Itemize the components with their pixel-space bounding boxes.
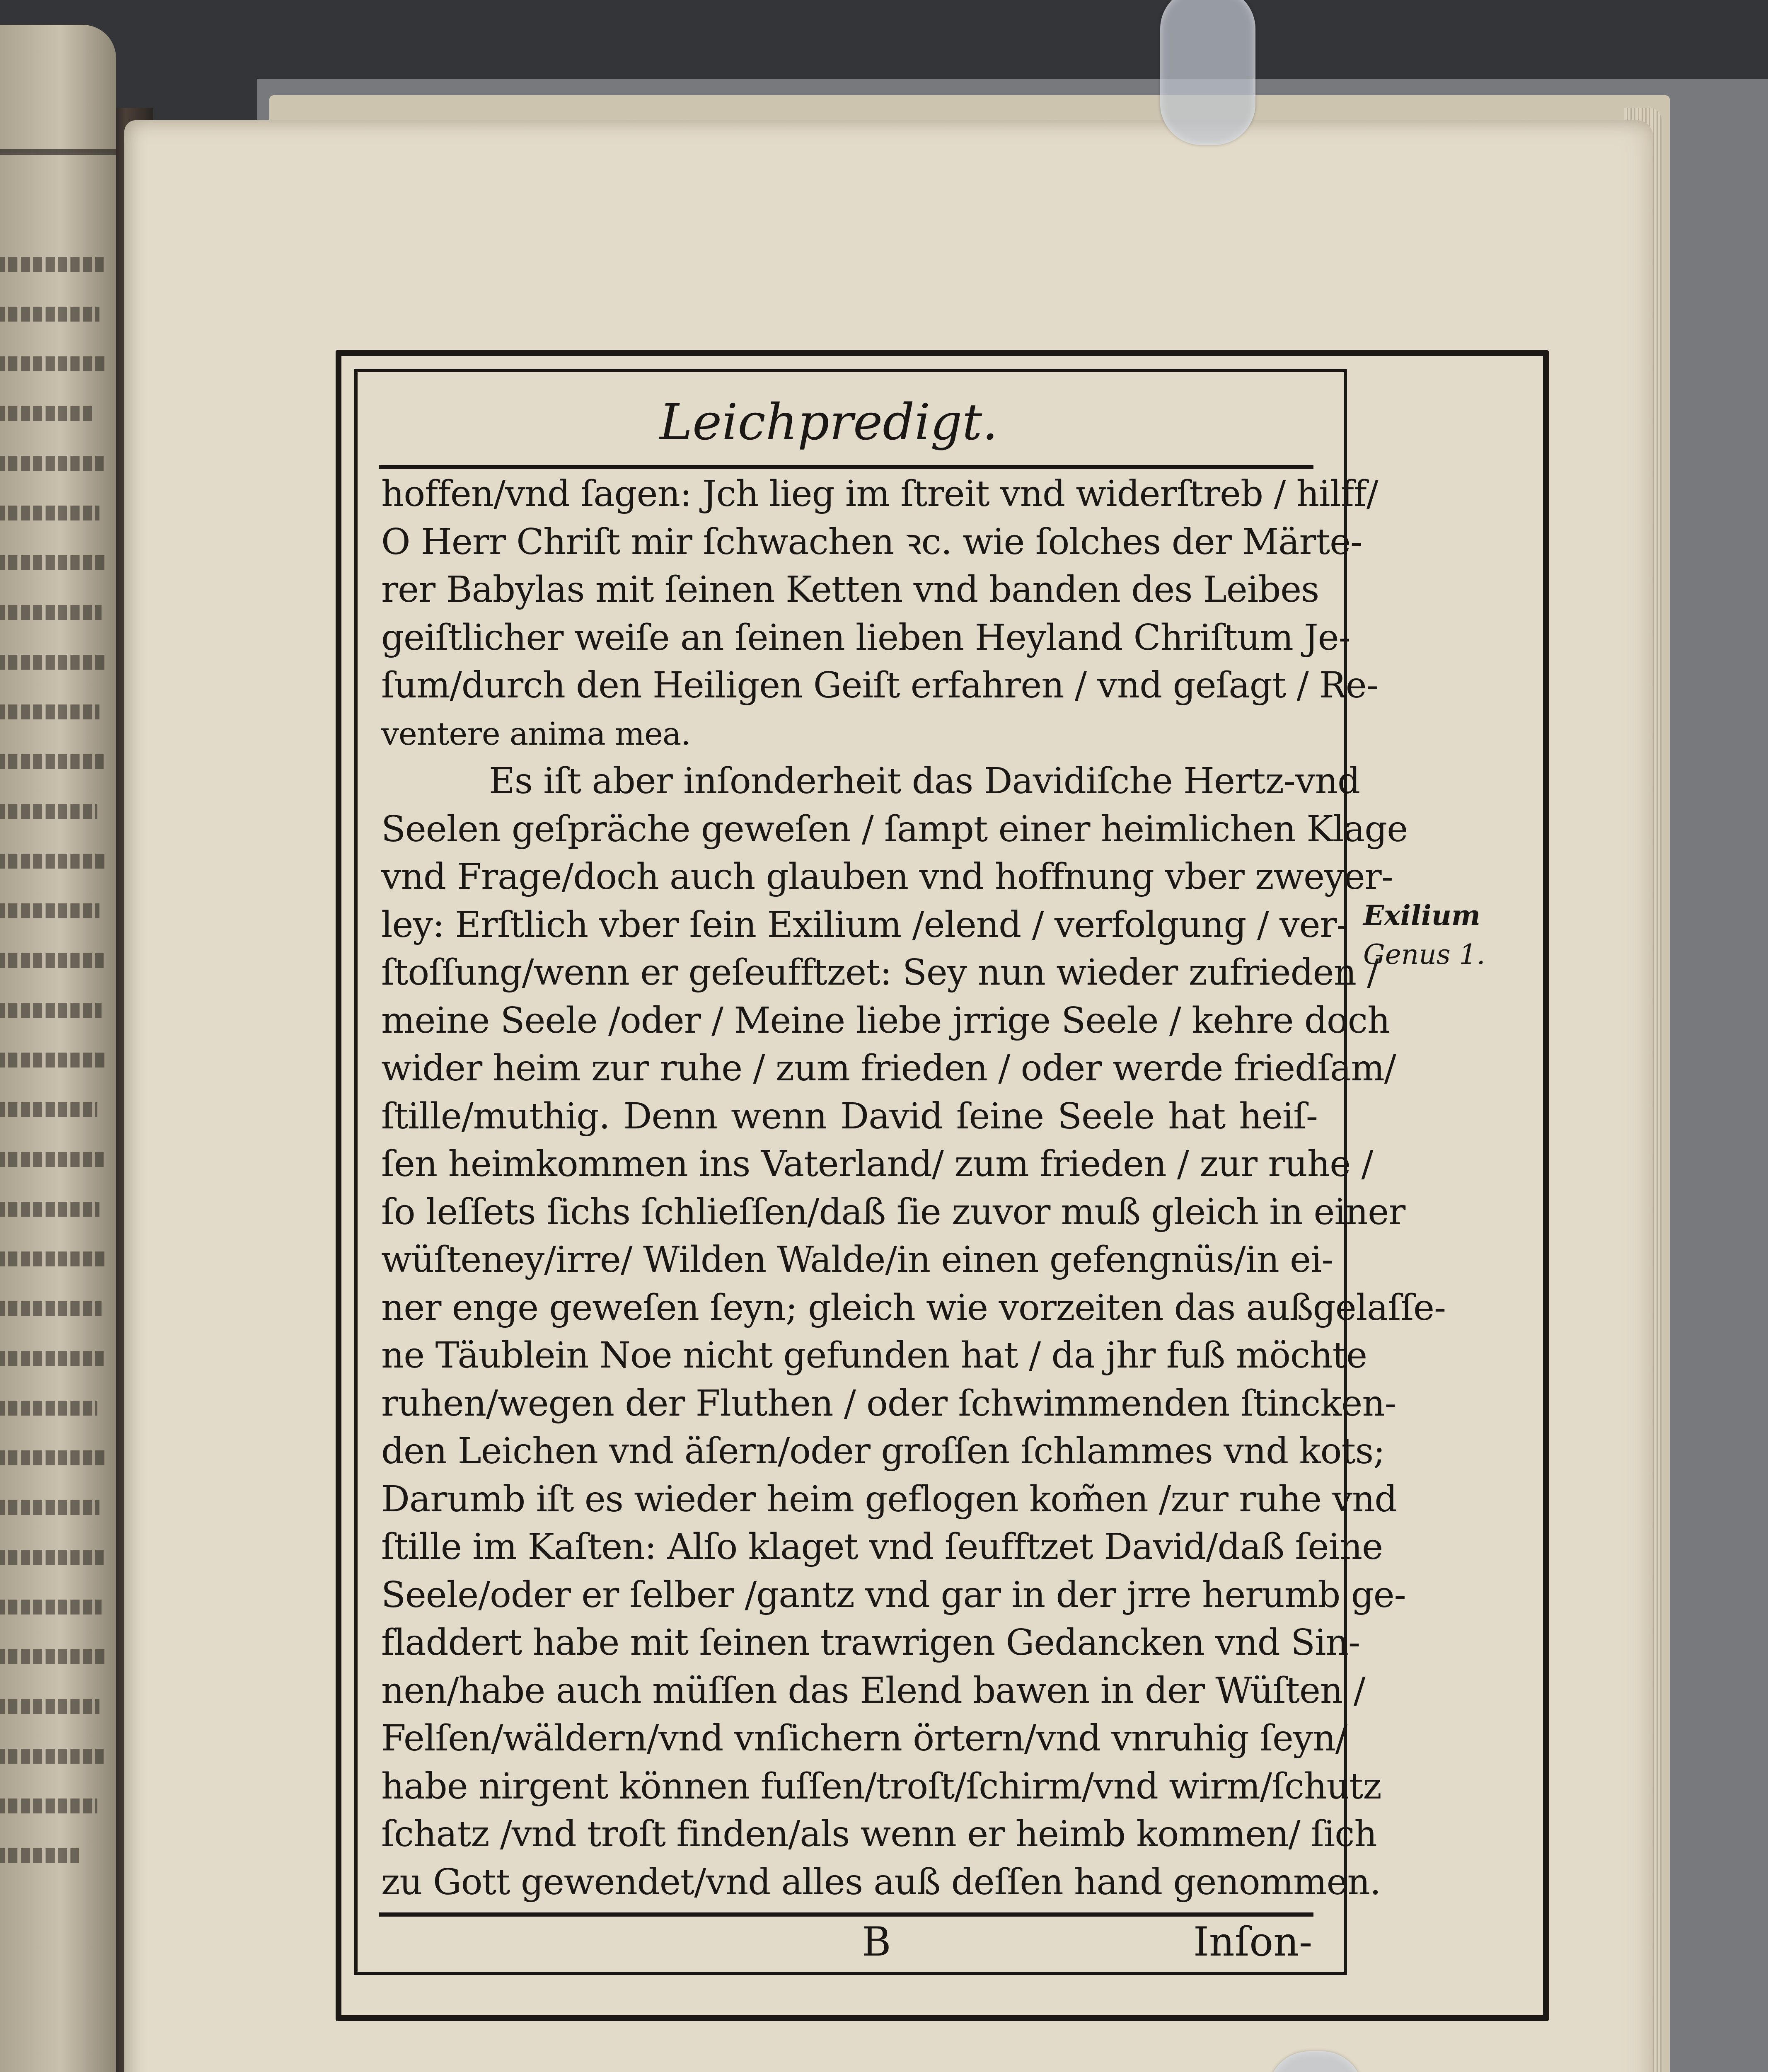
text-line: vnd Frage/doch auch glauben vnd hoffnung vber zweyer- — [381, 856, 1393, 898]
bottom-rule — [379, 1912, 1313, 1917]
text-line: ſtille/muthig. Denn wenn David ſeine Seele hat heiſ- — [381, 1095, 1318, 1137]
text-line: ſen heimkommen ins Vaterland/ zum frieden / zur ruhe / — [381, 1143, 1373, 1185]
text-line: rer Babylas mit ſeinen Ketten vnd banden des Leibes — [381, 569, 1319, 610]
text-line: ner enge geweſen ſeyn; gleich wie vorzeiten das außgelaſſe- — [381, 1287, 1446, 1329]
left-page-edge — [0, 25, 116, 2072]
text-line: geiſtlicher weiſe an ſeinen lieben Heyland Chriſtum Je- — [381, 617, 1350, 658]
text-line: ne Täublein Noe nicht gefunden hat / da jhr fuß möchte — [381, 1335, 1367, 1376]
text-line: den Leichen vnd äſern/oder groſſen ſchlammes vnd kots; — [381, 1431, 1385, 1472]
catchword: Inſon- — [1193, 1919, 1313, 1965]
page-title: Leichpredigt. — [659, 394, 998, 451]
text-line: ley: Erſtlich vber ſein Exilium /elend / verfolgung / ver- — [381, 904, 1348, 946]
book-page — [124, 120, 1653, 2072]
text-line: ruhen/wegen der Fluthen / oder ſchwimmenden ſtincken- — [381, 1382, 1396, 1424]
text-line: ſo leſſets ſichs ſchlieſſen/daß ſie zuvor muß gleich in einer — [381, 1191, 1405, 1233]
text-line: ventere anima mea. — [381, 715, 691, 752]
text-line: ſum/durch den Heiligen Geiſt erfahren / vnd geſagt / Re- — [381, 665, 1378, 706]
text-line: meine Seele /oder / Meine liebe jrrige Seele / kehre doch — [381, 1000, 1390, 1041]
margin-note-genus: Genus 1. — [1363, 939, 1485, 971]
text-line: zu Gott gewendet/vnd alles auß deſſen hand genommen. — [381, 1861, 1381, 1903]
text-line: hoffen/vnd ſagen: Jch lieg im ſtreit vnd widerſtreb / hilff/ — [381, 473, 1378, 515]
text-line: O Herr Chriſt mir ſchwachen ꝛc. wie ſolches der Märte- — [381, 521, 1362, 563]
title-rule — [379, 465, 1313, 469]
signature-mark: B — [862, 1919, 891, 1965]
text-line: habe nirgent können fuſſen/troſt/ſchirm/vnd wirm/ſchutz — [381, 1765, 1381, 1807]
text-line: nen/habe auch müſſen das Elend bawen in der Wüſten / — [381, 1670, 1365, 1711]
text-line: wüſteney/irre/ Wilden Walde/in einen gefengnüs/in ei- — [381, 1239, 1333, 1280]
text-line: Darumb iſt es wieder heim geflogen kom̃en /zur ruhe vnd — [381, 1478, 1397, 1520]
margin-note-exilium: Exilium — [1363, 899, 1480, 932]
text-line: Seele/oder er ſelber /gantz vnd gar in der jrre herumb ge- — [381, 1574, 1406, 1616]
text-line: fladdert habe mit ſeinen trawrigen Gedancken vnd Sin- — [381, 1622, 1360, 1663]
text-line: ſchatz /vnd troſt finden/als wenn er heimb kommen/ ſich — [381, 1813, 1377, 1855]
text-line: ſtoſſung/wenn er geſeufftzet: Sey nun wieder zufrieden / — [381, 952, 1379, 993]
text-line: ſtille im Kaſten: Alſo klaget vnd ſeufftzet David/daß ſeine — [381, 1526, 1383, 1568]
text-line: Es iſt aber inſonderheit das Davidiſche Hertz-vnd — [489, 760, 1360, 802]
page-clip-top — [1160, 0, 1255, 145]
text-line: wider heim zur ruhe / zum frieden / oder werde friedſam/ — [381, 1048, 1396, 1089]
text-line: Felſen/wäldern/vnd vnſichern örtern/vnd vnruhig ſeyn/ — [381, 1718, 1347, 1759]
text-line: Seelen geſpräche geweſen / ſampt einer heimlichen Klage — [381, 808, 1408, 850]
